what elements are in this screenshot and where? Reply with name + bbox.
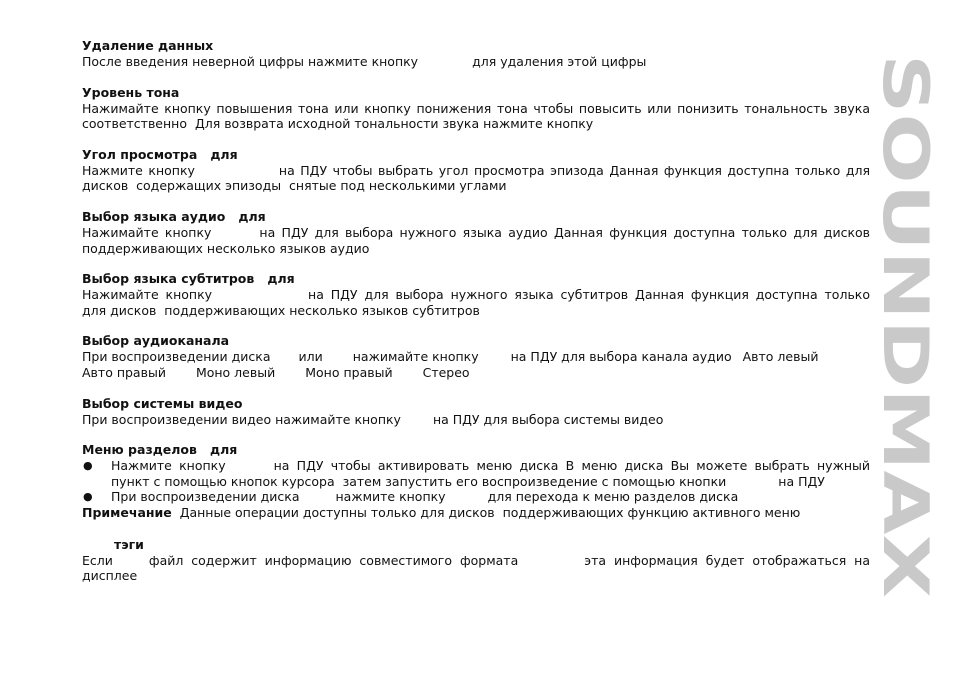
text-fragment: для перехода к меню разделов диска [487, 489, 739, 505]
section-tone-line2: соответственно Для возврата исходной тональности звука нажмите кнопку [82, 116, 594, 132]
section-video-system-line1 [82, 412, 870, 428]
section-title-tags: тэги [114, 536, 144, 552]
text-fragment: При воспроизведении диска [82, 349, 271, 365]
section-title-angle: Угол просмотра для [82, 146, 238, 162]
text-fragment: файл содержит информацию совместимого формата [148, 552, 519, 568]
brand-logo [869, 54, 942, 602]
section-delete-line1 [82, 54, 870, 70]
text-fragment: на ПДУ для выбора нужного языка аудио Данная функция доступна только для дисков [259, 224, 871, 240]
document-body [82, 38, 870, 584]
section-title-chapters: Меню разделов для [82, 442, 238, 458]
section-tags-line2: дисплее [82, 568, 138, 584]
section-subtitles-line2: для дисков поддерживающих несколько языков субтитров [82, 302, 480, 318]
section-tone-line1: Нажимайте кнопку повышения тона или кнопку понижения тона чтобы повысить или понизить тональность звука [82, 100, 870, 116]
text-fragment: Авто левый [742, 349, 819, 365]
text-fragment: Нажимайте кнопку [82, 287, 213, 303]
text-fragment: для удаления этой цифры [472, 54, 647, 69]
text-fragment: При воспроизведении видео нажимайте кнопку [82, 411, 401, 427]
text-fragment: на ПДУ чтобы выбрать угол просмотра эпизода Данная функция доступна только для [278, 162, 870, 178]
section-title-audio-lang: Выбор языка аудио для [82, 208, 266, 224]
bullet2-line1 [111, 489, 870, 505]
section-title-tone: Уровень тона [82, 84, 180, 100]
section-angle-line2: дисков содержащих эпизоды снятые под несколькими углами [82, 178, 507, 194]
section-audio-lang-line2: поддерживающих несколько языков аудио [82, 240, 370, 256]
note-text: Данные операции доступны только для дисков поддерживающих функцию активного меню [171, 504, 801, 520]
note-line [82, 505, 870, 521]
audio-option: Авто правый [82, 364, 166, 380]
section-subtitles-line1 [82, 287, 870, 303]
bullet-icon: ● [83, 459, 93, 473]
bullet1-line1 [111, 458, 870, 474]
text-fragment: Нажмите кнопку [82, 162, 195, 178]
brand-logo-svg [869, 54, 942, 602]
section-title-audio-channel: Выбор аудиоканала [82, 333, 230, 349]
list-item [82, 489, 870, 505]
text-fragment: После введения неверной цифры нажмите кнопку [82, 54, 419, 69]
text-fragment: нажимайте кнопку [352, 349, 479, 365]
audio-option: Моно правый [305, 364, 393, 380]
text-fragment: эта информация будет отображаться на [584, 552, 870, 568]
list-item [82, 458, 870, 489]
section-audio-lang-line1 [82, 225, 870, 241]
text-fragment: на ПДУ для выбора системы видео [432, 411, 664, 427]
text-fragment: Если [82, 552, 113, 568]
text-fragment: При воспроизведении диска [111, 489, 300, 505]
audio-option: Моно левый [195, 364, 276, 380]
bullet1-line2 [111, 474, 870, 490]
text-fragment: Нажимайте кнопку [82, 224, 212, 240]
section-angle-line1 [82, 163, 870, 179]
section-title-video-system: Выбор системы видео [82, 395, 243, 411]
text-fragment: на ПДУ для выбора нужного языка субтитров Данная функция доступна только [308, 287, 871, 303]
bullet-icon: ● [83, 490, 93, 504]
text-fragment: Нажмите кнопку [111, 458, 226, 474]
text-fragment: на ПДУ для выбора канала аудио [510, 349, 732, 365]
note-label: Примечание [82, 504, 172, 520]
audio-option: Стерео [422, 364, 470, 380]
text-fragment: нажмите кнопку [335, 489, 446, 505]
text-fragment: на ПДУ чтобы активировать меню диска В меню диска Вы можете выбрать нужный [273, 458, 870, 474]
section-title-subtitles: Выбор языка субтитров для [82, 271, 295, 287]
section-audio-channel-line2 [82, 365, 870, 381]
section-audio-channel-line1 [82, 349, 870, 365]
text-fragment: на ПДУ [778, 473, 825, 489]
section-title-delete: Удаление данных [82, 38, 214, 53]
text-fragment: пункт с помощью кнопок курсора затем запустить его воспроизведение с помощью кнопки [111, 473, 727, 489]
text-fragment: или [298, 349, 323, 365]
brand-logo-text: SOUNDMAX [869, 54, 942, 463]
section-tags-line1 [82, 553, 870, 569]
